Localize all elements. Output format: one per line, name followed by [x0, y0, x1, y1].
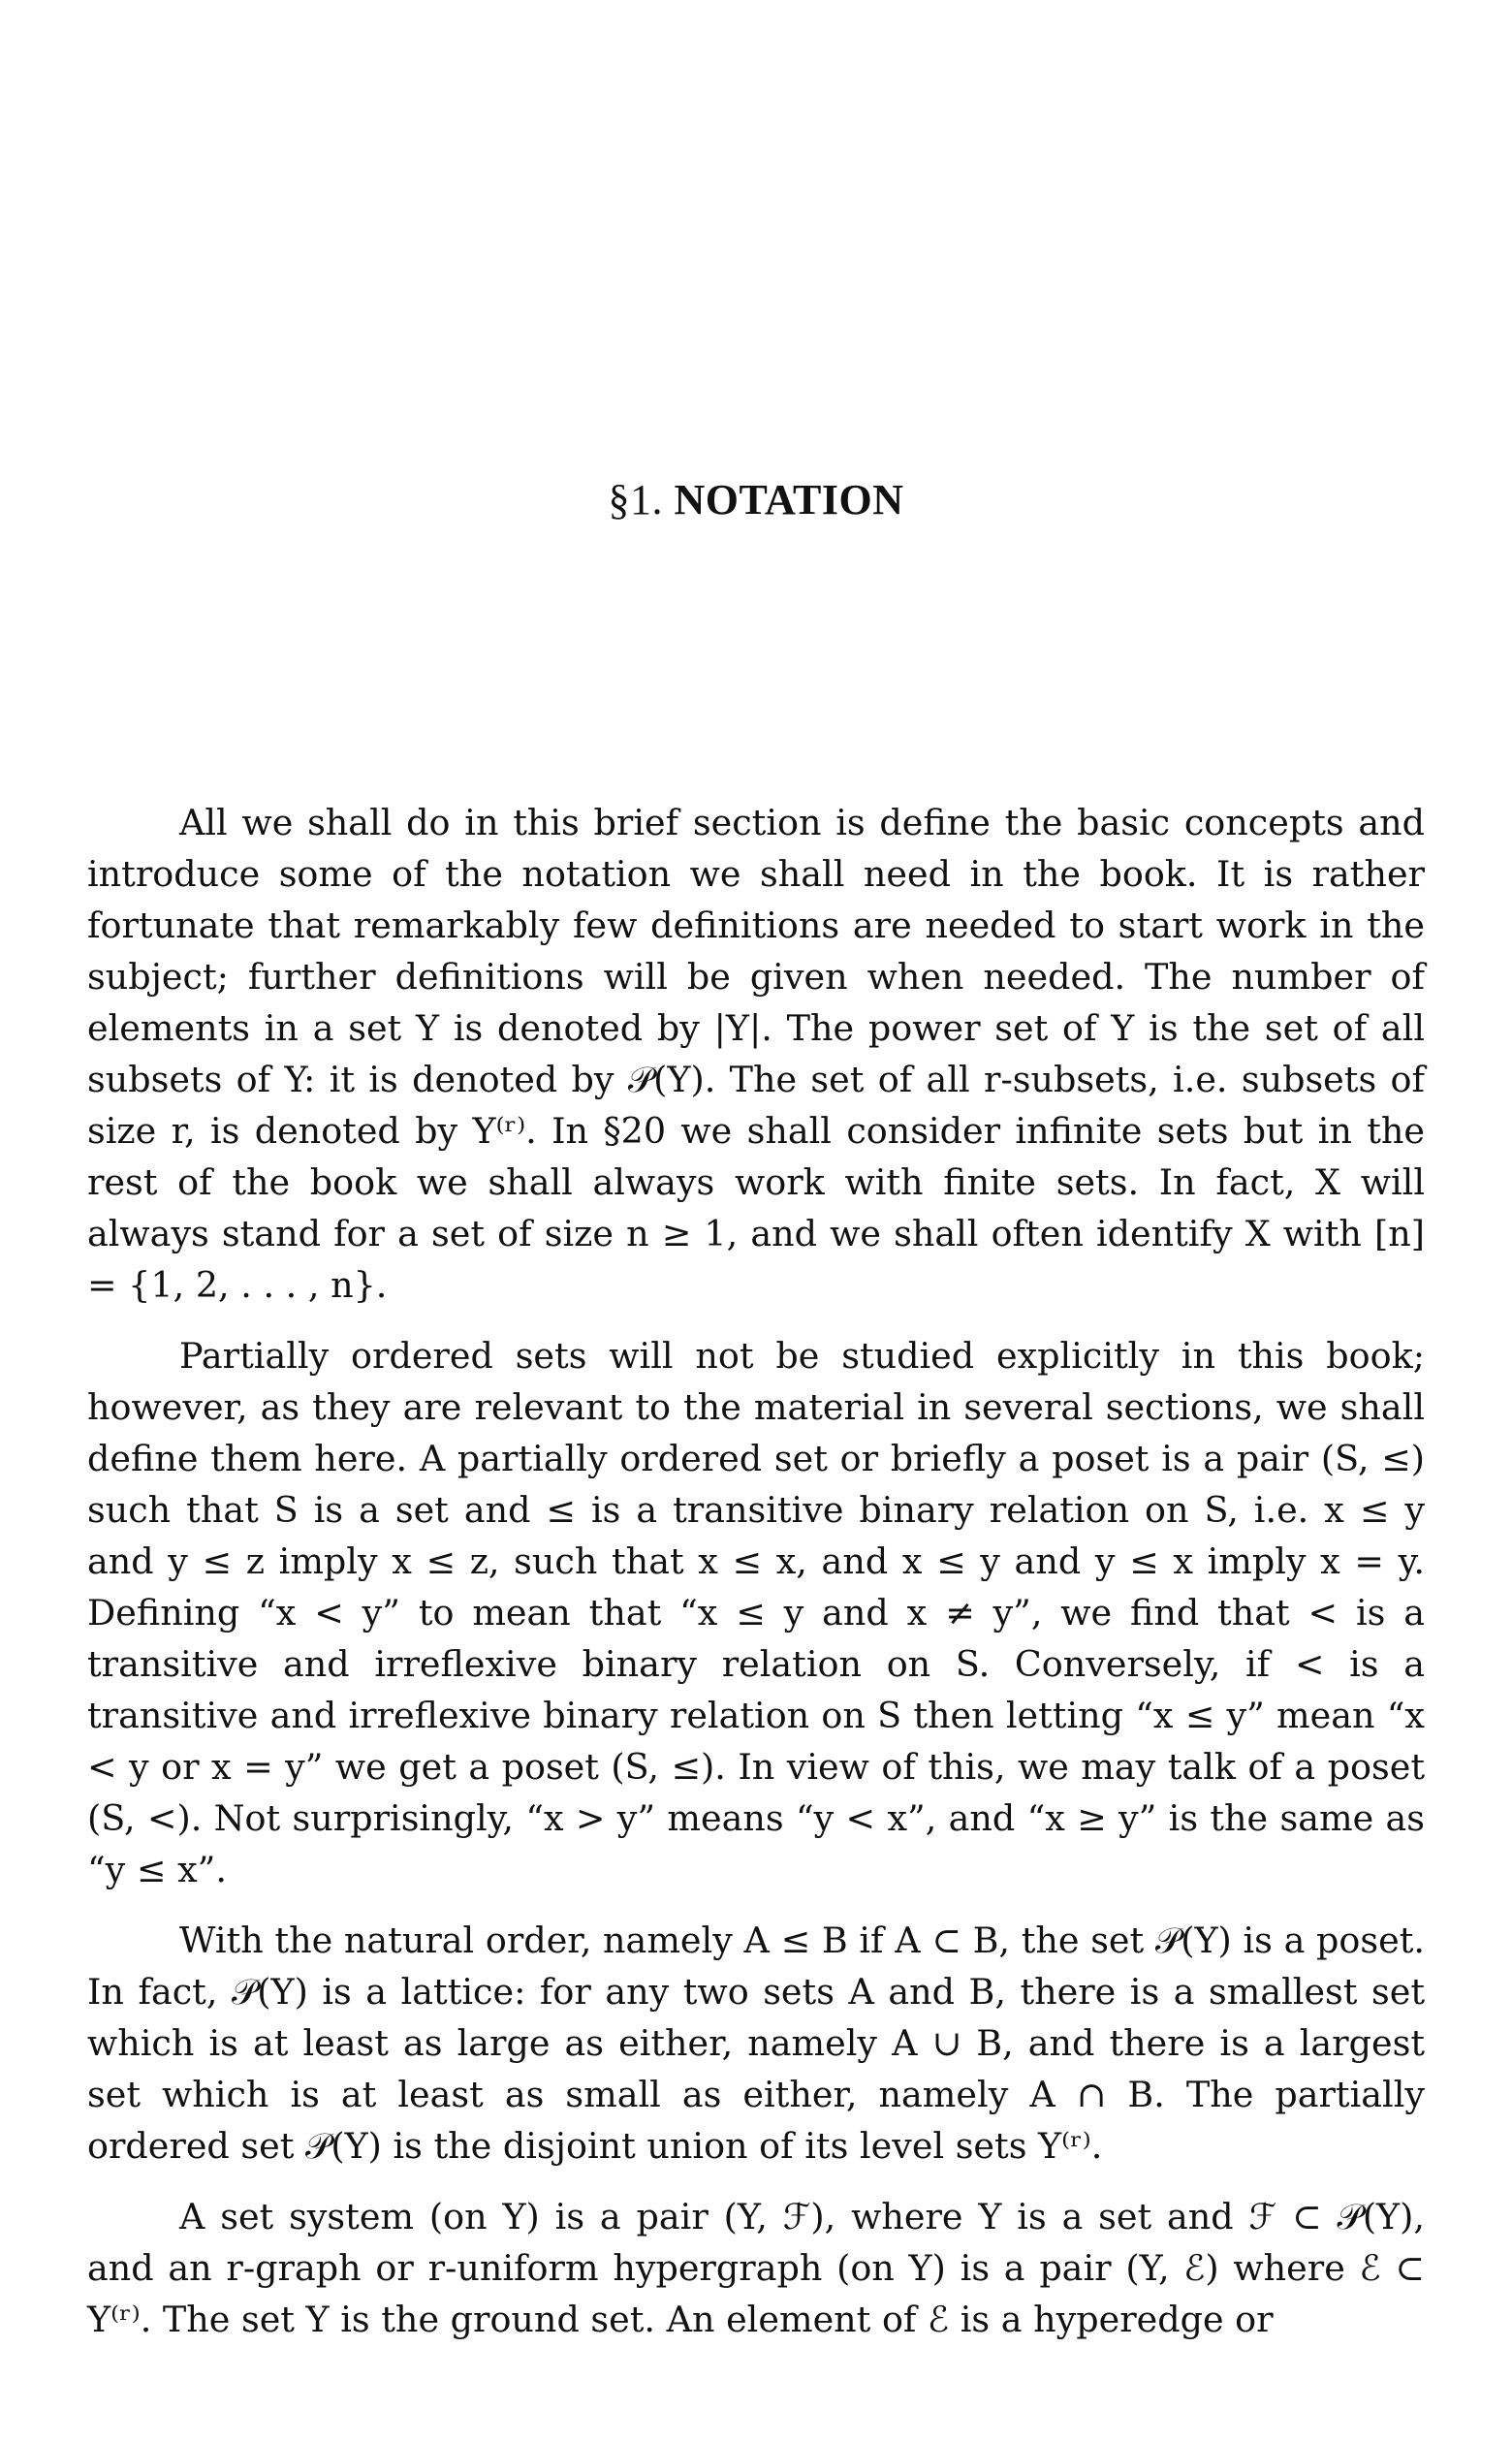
section-number: §1.: [608, 476, 663, 524]
section-body: [87, 797, 1425, 2345]
paragraph-intro: All we shall do in this brief section is define the basic concepts and introduce some of the notation we shall need in the book. It is rather fortunate that remarkably few definitions are needed to start work in the subject; further definitions will be given when needed. The number of elements in a set Y is denoted by |Y|. The power set of Y is the set of all subsets of Y: it is denoted by 𝒫(Y). The set of all r-subsets, i.e. subsets of size r, is denoted by Y⁽ʳ⁾. In §20 we shall consider infinite sets but in the rest of the book we shall always work with finite sets. In fact, X will always stand for a set of size n ≥ 1, and we shall often identify X with [n] = {1, 2, . . . , n}.: [87, 802, 1425, 1306]
paragraph-set-system: A set system (on Y) is a pair (Y, ℱ), where Y is a set and ℱ ⊂ 𝒫(Y), and an r-graph or r-uniform hypergraph (on Y) is a pair (Y, ℰ) where ℰ ⊂ Y⁽ʳ⁾. The set Y is the ground set. An element of ℰ is a hyperedge or: [87, 2196, 1425, 2340]
paragraph-lattice: With the natural order, namely A ≤ B if A ⊂ B, the set 𝒫(Y) is a poset. In fact, 𝒫(Y) is a lattice: for any two sets A and B, there is a smallest set which is at least as large as either, namely A ∪ B, and there is a largest set which is at least as small as either, namely A ∩ B. The partially ordered set 𝒫(Y) is the disjoint union of its level sets Y⁽ʳ⁾.: [87, 1920, 1425, 2167]
section-title: NOTATION: [674, 476, 904, 524]
section-heading: [0, 475, 1512, 524]
paragraph-posets: Partially ordered sets will not be studied explicitly in this book; however, as they are relevant to the material in several sections, we shall define them here. A partially ordered set or briefly a poset is a pair (S, ≤) such that S is a set and ≤ is a transitive binary relation on S, i.e. x ≤ y and y ≤ z imply x ≤ z, such that x ≤ x, and x ≤ y and y ≤ x imply x = y. Defining “x < y” to mean that “x ≤ y and x ≠ y”, we find that < is a transitive and irreflexive binary relation on S. Conversely, if < is a transitive and irreflexive binary relation on S then letting “x ≤ y” mean “x < y or x = y” we get a poset (S, ≤). In view of this, we may talk of a poset (S, <). Not surprisingly, “x > y” means “y < x”, and “x ≥ y” is the same as “y ≤ x”.: [87, 1335, 1425, 1890]
